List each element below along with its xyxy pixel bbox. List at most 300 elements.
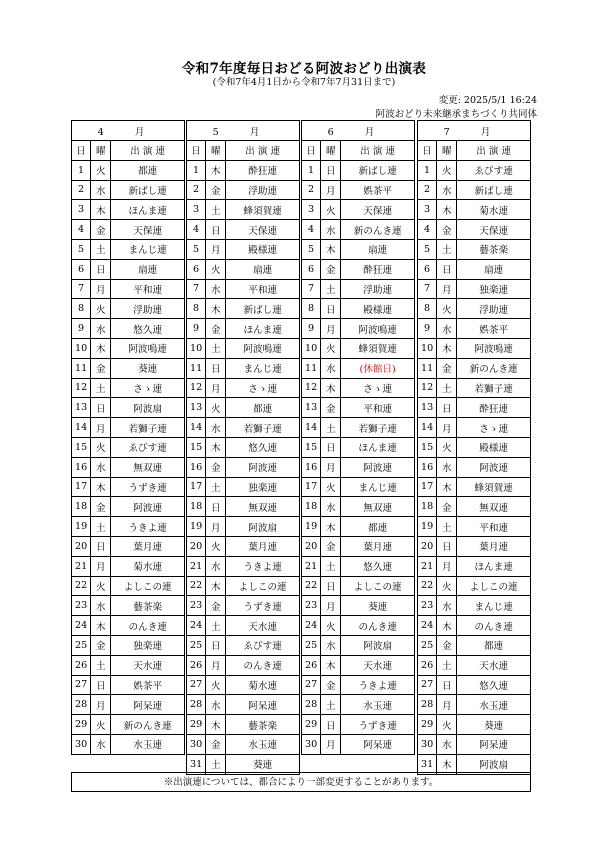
group-cell: 水玉連: [341, 695, 415, 715]
day-cell: 30: [72, 734, 91, 754]
group-cell: 葉月連: [341, 536, 415, 556]
schedule-row: [187, 457, 300, 477]
schedule-row: [72, 517, 185, 537]
group-cell: よしこの連: [341, 576, 415, 596]
day-column-header: 日: [418, 141, 437, 161]
schedule-row: [302, 299, 415, 319]
weekday-cell: 日: [206, 220, 226, 240]
group-cell: のんき連: [341, 616, 415, 636]
group-cell: 娯茶平: [341, 180, 415, 200]
schedule-row: [418, 715, 531, 735]
day-cell: 15: [187, 437, 206, 457]
day-cell: 6: [302, 259, 321, 279]
weekday-cell: 火: [321, 616, 341, 636]
schedule-row: [302, 695, 415, 715]
day-cell: 3: [72, 200, 91, 220]
day-cell: 26: [302, 655, 321, 675]
day-cell: 2: [418, 180, 437, 200]
group-cell: 都連: [226, 398, 300, 418]
schedule-row: [418, 180, 531, 200]
day-cell: 11: [72, 358, 91, 378]
weekday-cell: 月: [91, 695, 111, 715]
schedule-row: [418, 200, 531, 220]
weekday-cell: 金: [91, 497, 111, 517]
weekday-cell: 日: [91, 675, 111, 695]
schedule-row: [72, 220, 185, 240]
weekday-cell: 木: [437, 754, 457, 774]
schedule-row: [187, 655, 300, 675]
day-cell: 1: [302, 160, 321, 180]
schedule-row: [72, 576, 185, 596]
weekday-cell: 金: [437, 497, 457, 517]
schedule-row: [418, 160, 531, 180]
weekday-cell: 水: [91, 734, 111, 754]
group-cell: 新のんき連: [341, 220, 415, 240]
month-header: 4 月: [72, 121, 185, 141]
schedule-row: [302, 259, 415, 279]
group-cell: 阿呆連: [457, 734, 531, 754]
day-cell: 26: [72, 655, 91, 675]
schedule-row: [72, 319, 185, 339]
group-cell: 酔狂連: [226, 160, 300, 180]
group-cell: 天水連: [111, 655, 185, 675]
group-cell: 若獅子連: [457, 378, 531, 398]
schedule-row: [302, 358, 415, 378]
day-cell: 8: [72, 299, 91, 319]
day-cell: 26: [187, 655, 206, 675]
schedule-row: [187, 398, 300, 418]
day-cell: 29: [302, 715, 321, 735]
weekday-cell: 水: [206, 695, 226, 715]
group-cell: まんじ連: [457, 596, 531, 616]
schedule-row: [187, 616, 300, 636]
weekday-cell: 日: [91, 259, 111, 279]
schedule-row: [418, 655, 531, 675]
group-cell: 浮助連: [111, 299, 185, 319]
day-cell: 6: [187, 259, 206, 279]
day-cell: 13: [72, 398, 91, 418]
weekday-cell: 水: [206, 556, 226, 576]
group-cell: 平和連: [457, 517, 531, 537]
weekday-cell: 日: [91, 536, 111, 556]
group-cell: 殿様連: [226, 239, 300, 259]
group-cell: よしこの連: [111, 576, 185, 596]
weekday-cell: 水: [321, 358, 341, 378]
day-cell: 21: [418, 556, 437, 576]
day-cell: 5: [72, 239, 91, 259]
schedule-row: [418, 279, 531, 299]
group-cell: 天保連: [226, 220, 300, 240]
schedule-row: [302, 655, 415, 675]
weekday-cell: 水: [91, 596, 111, 616]
day-cell: 15: [302, 437, 321, 457]
group-cell: 平和連: [111, 279, 185, 299]
footnote: ※出演連については、都合により一部変更することがあります。: [71, 772, 531, 792]
month-block-july: [417, 120, 531, 775]
weekday-cell: 月: [91, 279, 111, 299]
weekday-cell: 日: [206, 358, 226, 378]
group-cell: 菊水連: [226, 675, 300, 695]
day-cell: 5: [302, 239, 321, 259]
weekday-cell: 木: [321, 239, 341, 259]
schedule-row: [72, 695, 185, 715]
group-cell: 葉月連: [457, 536, 531, 556]
weekday-cell: 月: [206, 239, 226, 259]
group-cell: 阿波扇: [111, 398, 185, 418]
schedule-row: [302, 556, 415, 576]
weekday-cell: 金: [206, 180, 226, 200]
group-cell: 扇連: [457, 259, 531, 279]
schedule-row: [72, 655, 185, 675]
day-cell: 30: [418, 734, 437, 754]
weekday-cell: 日: [91, 398, 111, 418]
schedule-row: [187, 635, 300, 655]
weekday-cell: 木: [321, 517, 341, 537]
day-cell: 9: [72, 319, 91, 339]
day-cell: 17: [72, 477, 91, 497]
weekday-cell: 月: [206, 655, 226, 675]
schedule-row: [72, 715, 185, 735]
group-cell: 阿波鳴連: [111, 338, 185, 358]
schedule-row: [302, 517, 415, 537]
group-cell: 葉月連: [226, 536, 300, 556]
day-cell: 25: [187, 635, 206, 655]
weekday-cell: 土: [437, 239, 457, 259]
weekday-cell: 日: [321, 437, 341, 457]
day-cell: 27: [302, 675, 321, 695]
schedule-row: [72, 734, 185, 754]
group-cell: 阿波鳴連: [341, 319, 415, 339]
schedule-row: [302, 398, 415, 418]
month-header: 5 月: [187, 121, 300, 141]
weekday-cell: 水: [437, 596, 457, 616]
day-cell: 21: [302, 556, 321, 576]
schedule-row: [418, 497, 531, 517]
day-cell: 20: [302, 536, 321, 556]
schedule-row: [418, 437, 531, 457]
group-cell: 天水連: [457, 655, 531, 675]
day-cell: 1: [418, 160, 437, 180]
day-cell: 17: [187, 477, 206, 497]
schedule-row: [187, 497, 300, 517]
group-cell: 悠久連: [111, 319, 185, 339]
weekday-cell: 土: [206, 200, 226, 220]
group-cell: 阿呆連: [226, 695, 300, 715]
weekday-cell: 金: [321, 675, 341, 695]
day-cell: 3: [418, 200, 437, 220]
group-cell: 葵連: [111, 358, 185, 378]
group-cell: さゝ連: [226, 378, 300, 398]
weekday-cell: 火: [206, 675, 226, 695]
weekday-cell: 月: [206, 378, 226, 398]
day-cell: 5: [187, 239, 206, 259]
schedule-row: [418, 635, 531, 655]
schedule-row: [418, 596, 531, 616]
day-cell: 19: [187, 517, 206, 537]
weekday-cell: 火: [206, 398, 226, 418]
weekday-cell: 木: [321, 378, 341, 398]
group-cell: 無双連: [457, 497, 531, 517]
weekday-cell: 土: [206, 477, 226, 497]
weekday-cell: 月: [321, 457, 341, 477]
schedule-row: [72, 358, 185, 378]
group-cell: 新ばし連: [457, 180, 531, 200]
group-cell: 独楽連: [111, 635, 185, 655]
group-cell: 水玉連: [111, 734, 185, 754]
weekday-cell: 金: [437, 358, 457, 378]
weekday-cell: 月: [437, 418, 457, 438]
group-cell: 葉月連: [111, 536, 185, 556]
group-cell: 葵連: [341, 596, 415, 616]
day-cell: 9: [418, 319, 437, 339]
group-cell: 浮助連: [226, 180, 300, 200]
weekday-cell: 火: [91, 299, 111, 319]
organization-name: 阿波おどり未来継承まちづくり共同体: [375, 109, 537, 120]
day-cell: 5: [418, 239, 437, 259]
day-cell: 20: [187, 536, 206, 556]
day-cell: 30: [187, 734, 206, 754]
schedule-row: [187, 517, 300, 537]
day-cell: 7: [187, 279, 206, 299]
weekday-cell: 水: [437, 457, 457, 477]
group-cell: 娯茶平: [111, 675, 185, 695]
schedule-row: [187, 259, 300, 279]
schedule-row: [302, 338, 415, 358]
group-cell: 阿波鳴連: [457, 338, 531, 358]
day-cell: 13: [187, 398, 206, 418]
group-cell: うきよ連: [111, 517, 185, 537]
group-column-header: 出 演 連: [341, 141, 415, 161]
day-cell: 25: [72, 635, 91, 655]
day-cell: 19: [302, 517, 321, 537]
schedule-row: [72, 556, 185, 576]
weekday-cell: 日: [321, 160, 341, 180]
weekday-cell: 火: [321, 338, 341, 358]
schedule-row: [418, 536, 531, 556]
schedule-row: [72, 239, 185, 259]
weekday-cell: 日: [437, 398, 457, 418]
month-header: 6 月: [302, 121, 415, 141]
weekday-cell: 金: [206, 319, 226, 339]
group-cell: うずき連: [341, 715, 415, 735]
day-cell: 19: [72, 517, 91, 537]
group-cell: 平和連: [226, 279, 300, 299]
day-cell: 21: [72, 556, 91, 576]
day-cell: 18: [72, 497, 91, 517]
group-cell: 阿波扇: [226, 517, 300, 537]
day-cell: 28: [418, 695, 437, 715]
day-cell: 16: [187, 457, 206, 477]
weekday-cell: 土: [206, 338, 226, 358]
day-cell: 14: [187, 418, 206, 438]
day-cell: 4: [187, 220, 206, 240]
group-cell: 都連: [457, 635, 531, 655]
group-column-header: 出 演 連: [226, 141, 300, 161]
day-column-header: 日: [302, 141, 321, 161]
schedule-row: [418, 220, 531, 240]
group-cell: 阿波連: [457, 457, 531, 477]
schedule-row: [187, 200, 300, 220]
day-cell: 28: [187, 695, 206, 715]
day-cell: 12: [187, 378, 206, 398]
day-column-header: 日: [187, 141, 206, 161]
weekday-cell: 火: [437, 437, 457, 457]
weekday-cell: 土: [321, 695, 341, 715]
month-block-june: [301, 120, 415, 755]
schedule-row: [418, 319, 531, 339]
group-cell: 阿波連: [226, 457, 300, 477]
group-cell: 無双連: [111, 457, 185, 477]
weekday-cell: 火: [321, 477, 341, 497]
weekday-cell: 木: [206, 437, 226, 457]
schedule-row: [302, 319, 415, 339]
schedule-row: [72, 418, 185, 438]
weekday-cell: 木: [206, 160, 226, 180]
schedule-row: [302, 200, 415, 220]
weekday-cell: 土: [321, 279, 341, 299]
day-cell: 31: [418, 754, 437, 774]
schedule-row: [72, 398, 185, 418]
schedule-row: [187, 695, 300, 715]
group-cell: ゑびす連: [111, 437, 185, 457]
schedule-row: [187, 180, 300, 200]
weekday-column-header: 曜: [91, 141, 111, 161]
schedule-row: [418, 398, 531, 418]
group-cell: 扇連: [341, 239, 415, 259]
schedule-row: [187, 536, 300, 556]
schedule-row: [187, 556, 300, 576]
day-cell: 10: [187, 338, 206, 358]
weekday-cell: 火: [437, 299, 457, 319]
schedule-row: [72, 635, 185, 655]
schedule-row: [187, 437, 300, 457]
day-cell: 24: [418, 616, 437, 636]
day-cell: 28: [302, 695, 321, 715]
day-cell: 6: [72, 259, 91, 279]
schedule-row: [302, 635, 415, 655]
group-cell: 新ばし連: [341, 160, 415, 180]
schedule-row: [187, 299, 300, 319]
weekday-cell: 日: [206, 497, 226, 517]
weekday-cell: 土: [437, 517, 457, 537]
weekday-cell: 土: [321, 418, 341, 438]
schedule-row: [187, 675, 300, 695]
weekday-cell: 金: [437, 220, 457, 240]
day-cell: 27: [72, 675, 91, 695]
day-cell: 12: [72, 378, 91, 398]
schedule-row: [72, 338, 185, 358]
group-cell: 水玉連: [226, 734, 300, 754]
group-cell: ほんま連: [226, 319, 300, 339]
weekday-cell: 日: [321, 715, 341, 735]
schedule-row: [72, 596, 185, 616]
weekday-cell: 土: [437, 378, 457, 398]
group-cell: 藝茶楽: [226, 715, 300, 735]
day-cell: 7: [72, 279, 91, 299]
group-cell: 独楽連: [457, 279, 531, 299]
weekday-cell: 月: [321, 596, 341, 616]
day-cell: 10: [72, 338, 91, 358]
schedule-row: [72, 497, 185, 517]
schedule-row: [418, 517, 531, 537]
weekday-cell: 火: [437, 160, 457, 180]
day-cell: 11: [302, 358, 321, 378]
schedule-row: [302, 279, 415, 299]
group-cell: 悠久連: [341, 556, 415, 576]
weekday-cell: 月: [206, 517, 226, 537]
group-cell: 菊水連: [111, 556, 185, 576]
weekday-cell: 水: [437, 319, 457, 339]
day-cell: 22: [72, 576, 91, 596]
schedule-row: [418, 338, 531, 358]
group-cell: 若獅子連: [111, 418, 185, 438]
schedule-row: [302, 715, 415, 735]
weekday-column-header: 曜: [321, 141, 341, 161]
schedule-row: [187, 596, 300, 616]
schedule-row: [187, 477, 300, 497]
day-cell: 24: [187, 616, 206, 636]
group-column-header: 出 演 連: [457, 141, 531, 161]
day-cell: 4: [302, 220, 321, 240]
group-cell: うずき連: [226, 596, 300, 616]
group-cell: 藝茶楽: [111, 596, 185, 616]
day-cell: 19: [418, 517, 437, 537]
group-cell: 阿呆連: [341, 734, 415, 754]
weekday-cell: 土: [437, 655, 457, 675]
group-cell: 水玉連: [457, 695, 531, 715]
schedule-row: [187, 220, 300, 240]
weekday-cell: 木: [206, 299, 226, 319]
day-cell: 24: [72, 616, 91, 636]
weekday-cell: 日: [437, 536, 457, 556]
schedule-row: [418, 418, 531, 438]
group-cell: ほんま連: [341, 437, 415, 457]
weekday-cell: 土: [91, 378, 111, 398]
group-cell: ほんま連: [457, 556, 531, 576]
group-cell: 独楽連: [226, 477, 300, 497]
day-cell: 14: [418, 418, 437, 438]
day-cell: 23: [187, 596, 206, 616]
schedule-row: [187, 338, 300, 358]
day-cell: 4: [418, 220, 437, 240]
weekday-cell: 火: [437, 576, 457, 596]
day-cell: 27: [187, 675, 206, 695]
day-cell: 16: [302, 457, 321, 477]
group-cell: まんじ連: [226, 358, 300, 378]
day-cell: 10: [302, 338, 321, 358]
group-cell: まんじ連: [341, 477, 415, 497]
schedule-row: [187, 279, 300, 299]
weekday-cell: 水: [206, 279, 226, 299]
weekday-cell: 木: [206, 715, 226, 735]
day-cell: 12: [418, 378, 437, 398]
group-cell: 葵連: [457, 715, 531, 735]
schedule-row: [418, 259, 531, 279]
group-cell: よしこの連: [226, 576, 300, 596]
weekday-cell: 火: [321, 200, 341, 220]
day-cell: 23: [72, 596, 91, 616]
month-table: [417, 120, 531, 775]
group-cell: 扇連: [111, 259, 185, 279]
weekday-cell: 土: [206, 616, 226, 636]
group-cell: 浮助連: [457, 299, 531, 319]
weekday-cell: 火: [91, 437, 111, 457]
weekday-cell: 火: [91, 160, 111, 180]
group-cell: 阿波連: [341, 457, 415, 477]
group-cell: 無双連: [226, 497, 300, 517]
day-cell: 25: [302, 635, 321, 655]
weekday-cell: 水: [91, 457, 111, 477]
